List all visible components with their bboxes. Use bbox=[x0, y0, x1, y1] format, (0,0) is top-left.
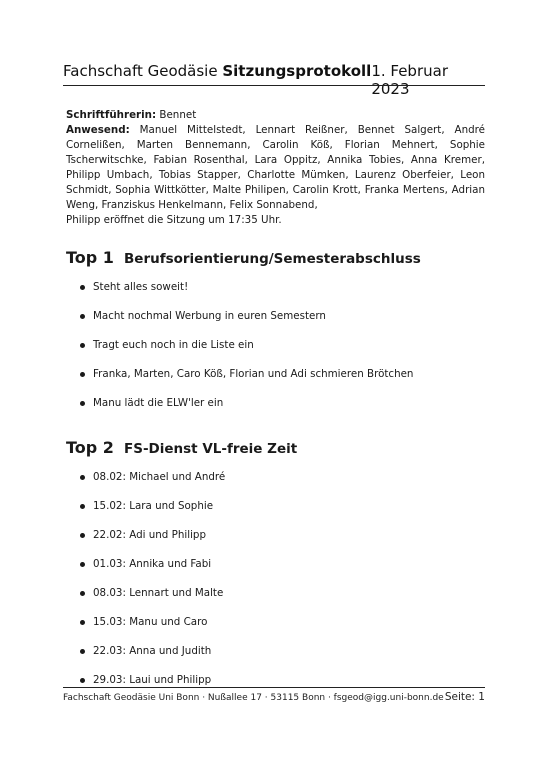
bullet-icon bbox=[80, 591, 85, 596]
attendees-label: Anwesend: bbox=[66, 124, 130, 136]
bullet-icon bbox=[80, 343, 85, 348]
secretary-line bbox=[66, 108, 485, 123]
section-heading bbox=[66, 250, 485, 267]
bullet-icon bbox=[80, 562, 85, 567]
section-top-1 bbox=[66, 250, 485, 418]
bullet-icon bbox=[80, 285, 85, 290]
list-item: Franka, Marten, Caro Köß, Florian und Adi schmieren Brötchen bbox=[80, 360, 485, 389]
bullet-icon bbox=[80, 314, 85, 319]
secretary-label: Schriftführerin: bbox=[66, 109, 157, 121]
list-item: 08.02: Michael und André bbox=[80, 463, 485, 492]
list-item: Manu lädt die ELW'ler ein bbox=[80, 389, 485, 418]
document-title bbox=[63, 62, 371, 80]
bullet-icon bbox=[80, 475, 85, 480]
bullet-icon bbox=[80, 401, 85, 406]
header-org: Fachschaft Geodäsie bbox=[63, 62, 218, 80]
header-doc-type: Sitzungsprotokoll bbox=[222, 62, 372, 80]
list-item: 15.02: Lara und Sophie bbox=[80, 492, 485, 521]
list-item: 22.03: Anna und Judith bbox=[80, 637, 485, 666]
item-list bbox=[66, 463, 485, 695]
list-item: 01.03: Annika und Fabi bbox=[80, 550, 485, 579]
section-number: Top 2 bbox=[66, 438, 114, 457]
section-number: Top 1 bbox=[66, 248, 114, 267]
secretary-name: Bennet bbox=[159, 109, 197, 121]
bullet-icon bbox=[80, 649, 85, 654]
bullet-icon bbox=[80, 372, 85, 377]
section-title: Berufsorientierung/Semesterabschluss bbox=[124, 251, 421, 267]
bullet-icon bbox=[80, 620, 85, 625]
bullet-icon bbox=[80, 504, 85, 509]
section-heading bbox=[66, 440, 485, 457]
list-item: 29.03: Laui und Philipp bbox=[80, 666, 485, 695]
list-item: Steht alles soweit! bbox=[80, 273, 485, 302]
list-item: 08.03: Lennart und Malte bbox=[80, 579, 485, 608]
section-top-2 bbox=[66, 440, 485, 695]
meta-block bbox=[66, 108, 485, 228]
attendees-line bbox=[66, 123, 485, 213]
page-footer bbox=[63, 691, 485, 703]
section-title: FS-Dienst VL-freie Zeit bbox=[124, 441, 298, 457]
header-date: 1. Februar 2023 bbox=[371, 62, 448, 98]
list-item: Macht nochmal Werbung in euren Semestern bbox=[80, 302, 485, 331]
bullet-icon bbox=[80, 678, 85, 683]
list-item: 15.03: Manu und Caro bbox=[80, 608, 485, 637]
item-list bbox=[66, 273, 485, 418]
opening-line: Philipp eröffnet die Sitzung um 17:35 Uhr. bbox=[66, 214, 282, 226]
footer-rule bbox=[63, 687, 485, 688]
header-rule bbox=[63, 85, 485, 86]
page-header bbox=[63, 62, 485, 98]
attendees-list: Manuel Mittelstedt, Lennart Reißner, Bennet Salgert, André Cornelißen, Marten Bennemann, Carolin Köß, Florian Mehnert, Sophie Tscherwitschke, Fabian Rosenthal, Lara Oppitz, Annika Tobies, Anna Kremer, Philipp Umbach, Tobias Stapper, Charlotte Mümken, Laurenz Oberfeier, Leon Schmidt, Sophia Wittkötter, Malte Philipen, Carolin Krott, Franka Mertens, Adrian Weng, Franziskus Henkelmann, Felix Sonnabend, bbox=[66, 124, 485, 211]
page-number: Seite: 1 bbox=[444, 691, 485, 703]
list-item: 22.02: Adi und Philipp bbox=[80, 521, 485, 550]
footer-address: Fachschaft Geodäsie Uni Bonn · Nußallee 17 · 53115 Bonn · fsgeod@igg.uni-bonn.de bbox=[63, 693, 444, 703]
list-item: Tragt euch noch in die Liste ein bbox=[80, 331, 485, 360]
document-body bbox=[66, 108, 485, 695]
bullet-icon bbox=[80, 533, 85, 538]
